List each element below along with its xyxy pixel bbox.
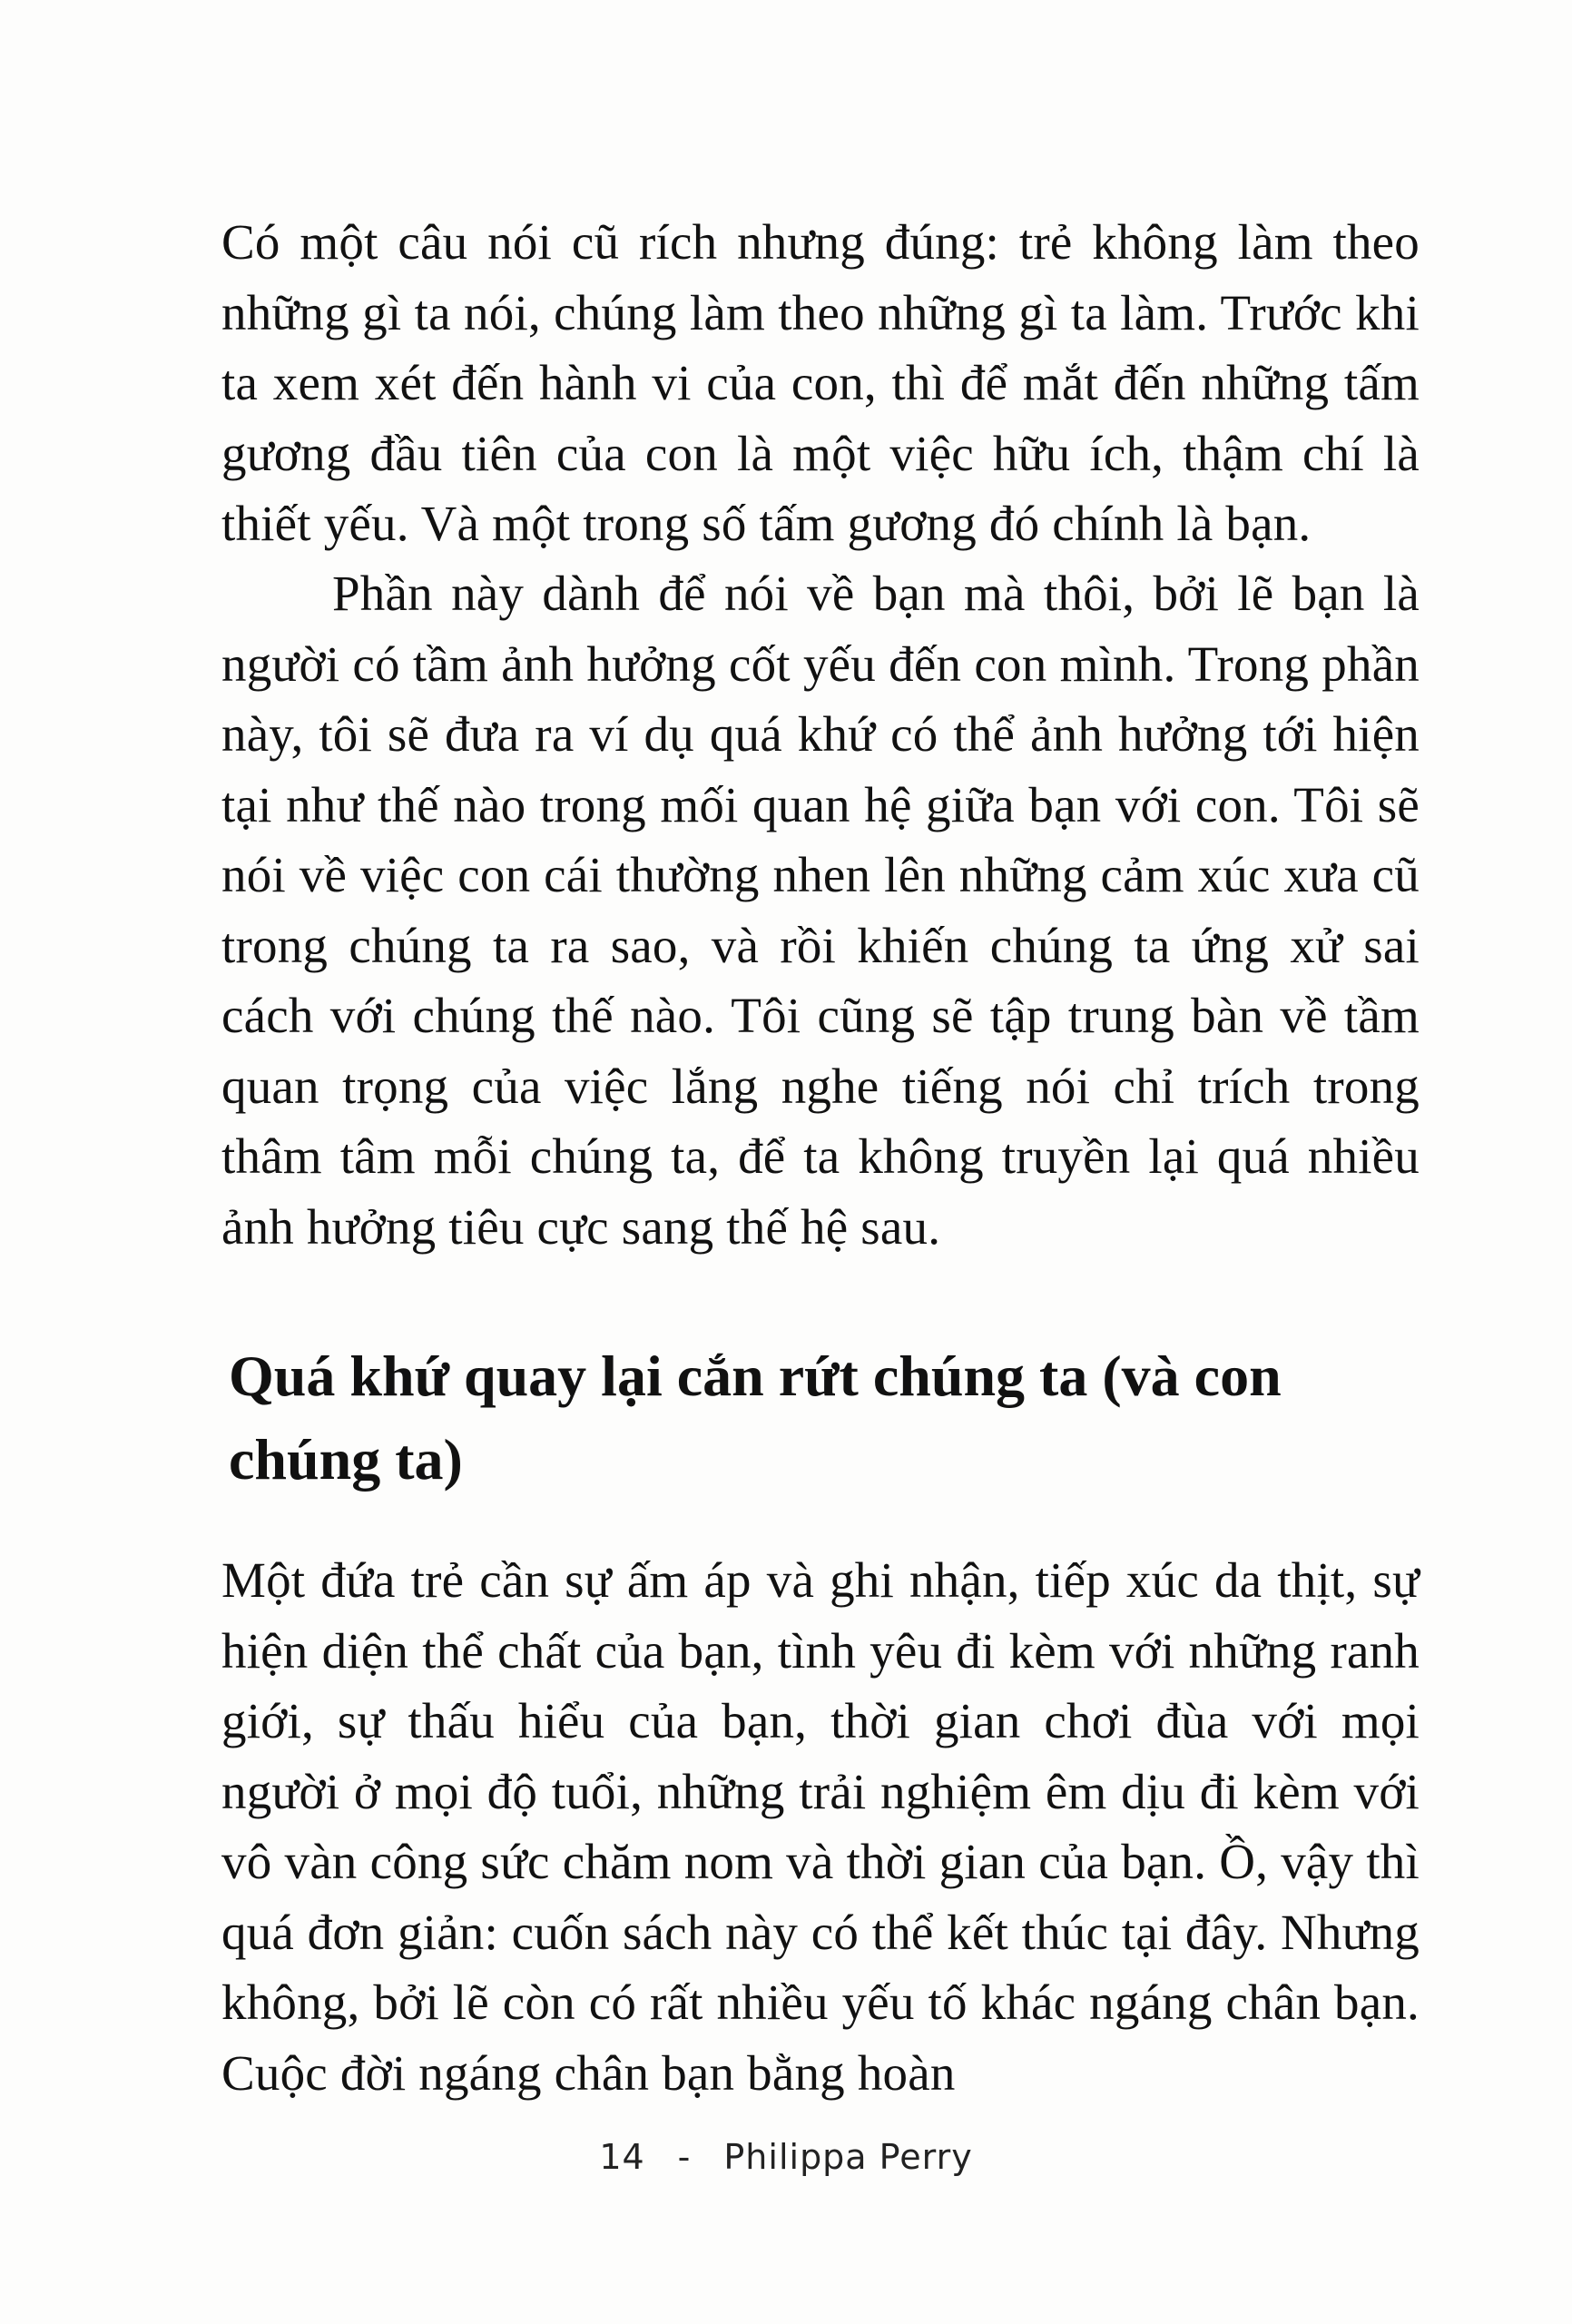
paragraph-text: Một đứa trẻ cần sự ấm áp và ghi nhận, tiếp xúc da thịt, sự hiện diện thể chất của bạn, tình yêu đi kèm với những ranh giới, sự thấu hiểu của bạn, thời gian chơi đùa với mọi người ở mọi độ tuổi, những trải nghiệm êm dịu đi kèm với vô vàn công sức chăm nom và thời gian của bạn. Ồ, vậy thì quá đơn giản: cuốn sách này có thể kết thúc tại đây. Nhưng không, bởi lẽ còn có rất nhiều yếu tố khác ngáng chân bạn. Cuộc đời ngáng chân bạn bằng hoàn [221,1552,1420,2101]
paragraph-text: Có một câu nói cũ rích nhưng đúng: trẻ không làm theo những gì ta nói, chúng làm theo những gì ta làm. Trước khi ta xem xét đến hành vi của con, thì để mắt đến những tấm gương đầu tiên của con là một việc hữu ích, thậm chí là thiết yếu. Và một trong số tấm gương đó chính là bạn. [221,214,1420,551]
section-heading: Quá khứ quay lại cắn rứt chúng ta (và con chúng ta) [229,1344,1282,1492]
footer-separator: - [677,2137,692,2177]
page-number: 14 [599,2137,645,2177]
page-footer [0,2135,1572,2179]
footer-author: Philippa Perry [723,2137,973,2177]
paragraph-section-body [221,1545,1420,2108]
paragraph-intro [221,207,1420,559]
paragraph-section-overview [221,558,1420,1262]
paragraph-text: Phần này dành để nói về bạn mà thôi, bởi lẽ bạn là người có tầm ảnh hưởng cốt yếu đến con mình. Trong phần này, tôi sẽ đưa ra ví dụ quá khứ có thể ảnh hưởng tới hiện tại như thế nào trong mối quan hệ giữa bạn với con. Tôi sẽ nói về việc con cái thường nhen lên những cảm xúc xưa cũ trong chúng ta ra sao, và rồi khiến chúng ta ứng xử sai cách với chúng thế nào. Tôi cũng sẽ tập trung bàn về tầm quan trọng của việc lắng nghe tiếng nói chỉ trích trong thâm tâm mỗi chúng ta, để ta không truyền lại quá nhiều ảnh hưởng tiêu cực sang thế hệ sau. [221,566,1420,1255]
